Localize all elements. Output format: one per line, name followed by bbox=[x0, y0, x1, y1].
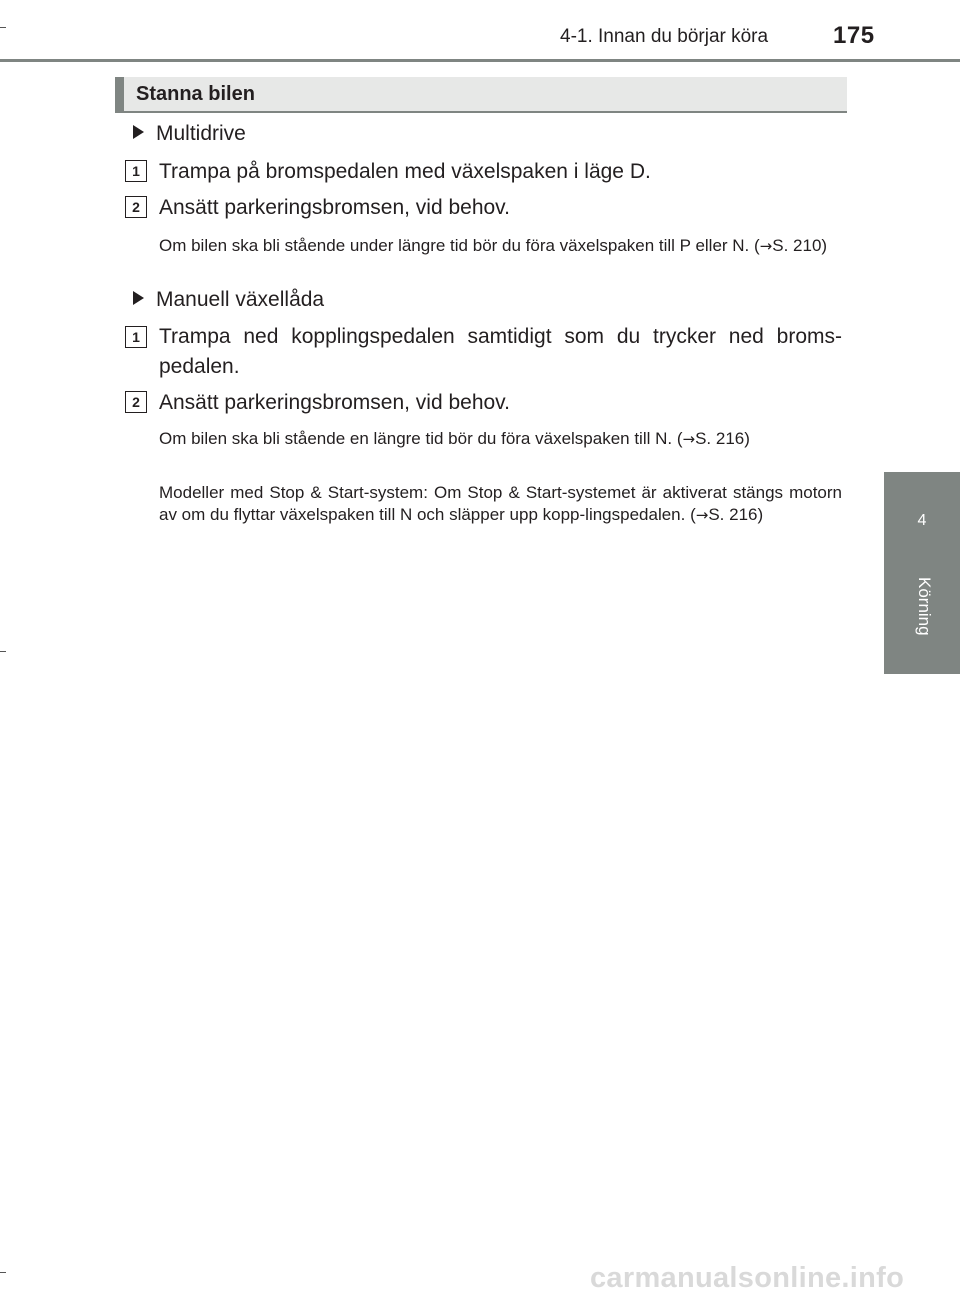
subheading-multidrive bbox=[133, 122, 246, 146]
crop-mark bbox=[0, 27, 6, 28]
subheading-text: Manuell växellåda bbox=[156, 288, 325, 311]
step-text: Ansätt parkeringsbromsen, vid behov. bbox=[159, 391, 510, 414]
watermark: carmanualsonline.info bbox=[590, 1262, 905, 1294]
arrow-icon: → bbox=[695, 506, 709, 524]
header-rule bbox=[0, 59, 960, 62]
chapter-number: 4 bbox=[917, 512, 927, 529]
step-number-badge: 1 bbox=[125, 160, 147, 182]
subheading-manual bbox=[133, 288, 324, 312]
arrow-icon: → bbox=[682, 430, 696, 448]
triangle-bullet-icon bbox=[133, 125, 144, 139]
running-header-section: 4-1. Innan du börjar köra bbox=[560, 26, 769, 47]
crop-mark bbox=[0, 651, 6, 652]
note-paragraph bbox=[159, 482, 842, 526]
note-text: Om bilen ska bli stående en längre tid bör du föra växelspaken till N. ( bbox=[159, 429, 683, 448]
note-paragraph bbox=[159, 428, 842, 450]
section-heading bbox=[115, 77, 847, 113]
step-number-badge: 2 bbox=[125, 196, 147, 218]
page-number: 175 bbox=[833, 22, 875, 49]
section-title: Stanna bilen bbox=[136, 83, 255, 105]
note-text: Modeller med Stop & Start-system: Om Stop & Start-systemet är aktiverat stängs motorn av om du flyttar växelspaken till N och släpper upp kopp-lingspedalen. ( bbox=[159, 483, 842, 524]
section-heading-bar bbox=[115, 77, 124, 111]
page-reference-link[interactable]: S. 216) bbox=[695, 429, 750, 448]
step-number-badge: 1 bbox=[125, 326, 147, 348]
chapter-label: Körning bbox=[915, 577, 934, 636]
step-text: Ansätt parkeringsbromsen, vid behov. bbox=[159, 196, 510, 219]
step-number-badge: 2 bbox=[125, 391, 147, 413]
page-reference-link[interactable]: S. 210) bbox=[772, 236, 828, 255]
page-reference-link[interactable]: S. 216) bbox=[708, 505, 764, 524]
step-text: Trampa på bromspedalen med växelspaken i läge D. bbox=[159, 160, 651, 183]
note-paragraph bbox=[159, 235, 842, 257]
step-text: Trampa ned kopplingspedalen samtidigt som du trycker ned broms-pedalen. bbox=[159, 325, 842, 378]
arrow-icon: → bbox=[759, 237, 773, 255]
subheading-text: Multidrive bbox=[156, 122, 246, 145]
note-text: Om bilen ska bli stående under längre tid bör du föra växelspaken till P eller N. ( bbox=[159, 236, 760, 255]
crop-mark bbox=[0, 1272, 6, 1273]
chapter-tab bbox=[884, 472, 960, 674]
triangle-bullet-icon bbox=[133, 291, 144, 305]
